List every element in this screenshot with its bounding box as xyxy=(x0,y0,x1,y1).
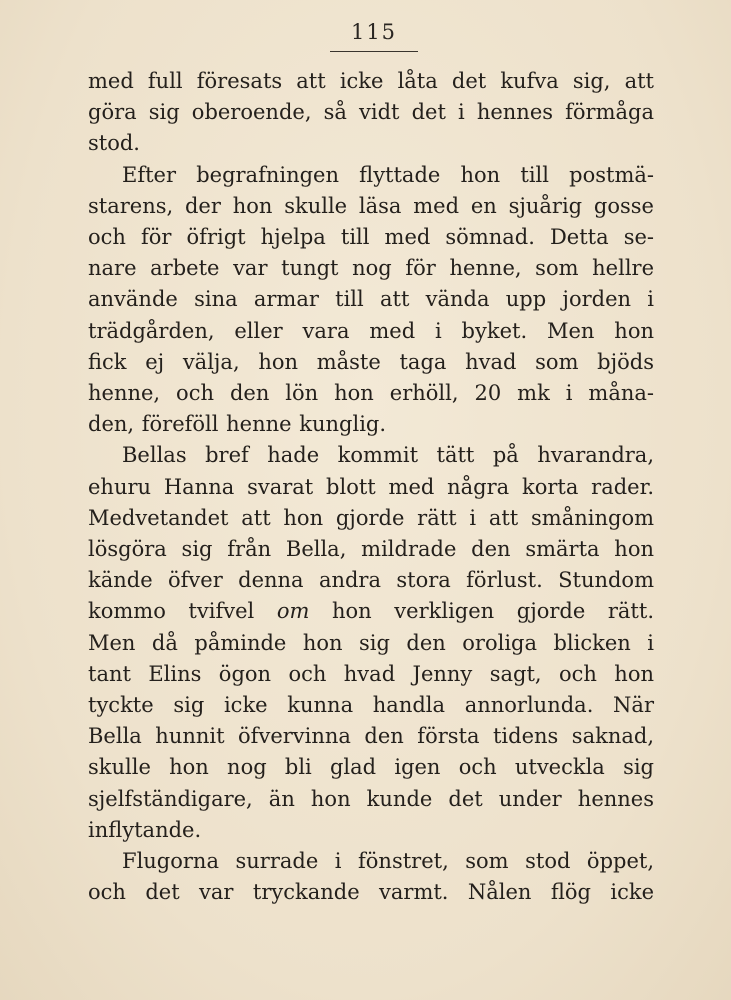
text-line: ehuru Hanna svarat blott med några korta rader. xyxy=(88,474,654,499)
header-rule xyxy=(330,51,418,52)
text-line: fick ej välja, hon måste taga hvad som bjöds xyxy=(88,349,654,374)
italic-word: om xyxy=(276,599,310,624)
text-line: Bellas bref hade kommit tätt på hvarandra, xyxy=(122,443,654,468)
text-line: tyckte sig icke kunna handla annorlunda. När xyxy=(88,693,654,718)
text-line: och för öfrigt hjelpa till med sömnad. Detta se- xyxy=(88,225,654,250)
text-line: Flugorna surrade i fönstret, som stod öppet, xyxy=(122,849,654,874)
text-line: stod. xyxy=(88,131,140,156)
text-line: göra sig oberoende, så vidt det i hennes förmåga xyxy=(88,100,654,125)
paragraph xyxy=(88,160,654,441)
text-line: sjelfständigare, än hon kunde det under hennes xyxy=(88,786,654,811)
paragraph xyxy=(88,440,654,846)
text-fragment: hon verkligen gjorde rätt. xyxy=(309,599,654,624)
paragraph xyxy=(88,66,654,160)
text-line: trädgården, eller vara med i byket. Men hon xyxy=(88,318,654,343)
text-line: Efter begrafningen flyttade hon till postmä- xyxy=(122,162,654,187)
text-line: tant Elins ögon och hvad Jenny sagt, och hon xyxy=(88,661,654,686)
page-number: 115 xyxy=(350,20,398,44)
body-text xyxy=(88,66,654,908)
text-line: nare arbete var tungt nog för henne, som hellre xyxy=(88,256,654,281)
text-line: starens, der hon skulle läsa med en sjuårig gosse xyxy=(88,193,654,218)
text-line: Bella hunnit öfvervinna den första tidens saknad, xyxy=(88,724,654,749)
text-line: skulle hon nog bli glad igen och utveckla sig xyxy=(88,755,654,780)
text-line: inflytande. xyxy=(88,817,202,842)
text-fragment: kommo tvifvel xyxy=(88,599,277,624)
paragraph xyxy=(88,846,654,908)
text-line: Men då påminde hon sig den oroliga blicken i xyxy=(88,630,654,655)
text-line: och det var tryckande varmt. Nålen flög icke xyxy=(88,880,654,905)
text-line: kände öfver denna andra stora förlust. Stundom xyxy=(88,568,654,593)
text-line: den, föreföll henne kunglig. xyxy=(88,412,387,437)
text-line: med full föresats att icke låta det kufva sig, att xyxy=(88,69,654,93)
text-line: använde sina armar till att vända upp jorden i xyxy=(88,287,654,312)
text-line-with-italic xyxy=(88,596,654,627)
text-line: henne, och den lön hon erhöll, 20 mk i måna- xyxy=(88,381,654,406)
text-line: lösgöra sig från Bella, mildrade den smärta hon xyxy=(88,537,654,562)
text-line: Medvetandet att hon gjorde rätt i att småningom xyxy=(88,505,654,530)
